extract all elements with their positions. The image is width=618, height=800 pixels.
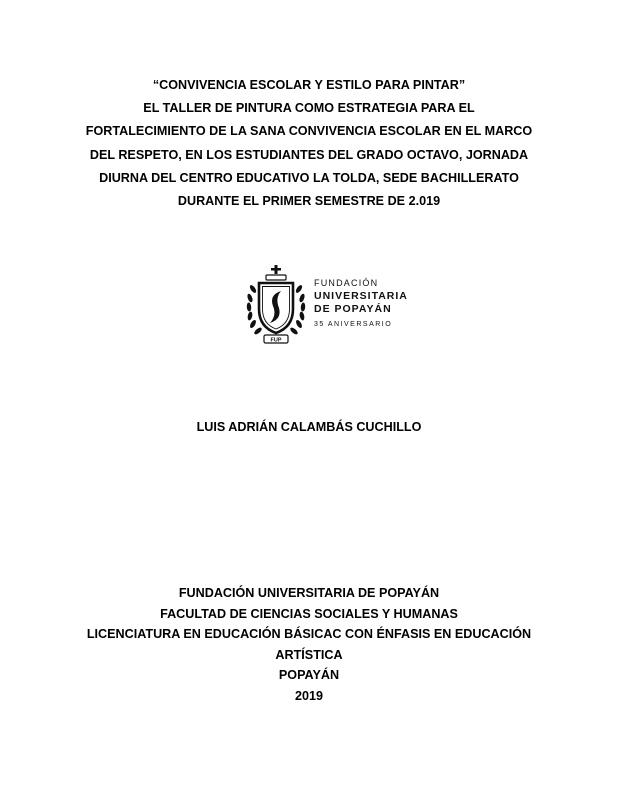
institution-block: [0, 583, 618, 707]
institution-line-2: FACULTAD DE CIENCIAS SOCIALES Y HUMANAS: [160, 606, 458, 621]
logo-line-popayan: DE POPAYÁN: [314, 303, 392, 315]
institution-line-3: LICENCIATURA EN EDUCACIÓN BÁSICAC CON ÉNFASIS EN EDUCACIÓN: [86, 627, 532, 642]
university-logo: [244, 265, 424, 345]
title-line-1: “CONVIVENCIA ESCOLAR Y ESTILO PARA PINTAR”: [152, 78, 466, 92]
logo-line-universitaria: UNIVERSITARIA: [314, 290, 408, 302]
university-crest-icon: [244, 265, 308, 345]
title-line-2: EL TALLER DE PINTURA COMO ESTRATEGIA PARA EL: [143, 101, 475, 116]
institution-line-6: 2019: [294, 688, 324, 703]
institution-line-5: POPAYÁN: [278, 668, 340, 683]
thesis-title: [0, 74, 618, 213]
logo-line-aniversario: 35 ANIVERSARIO: [314, 321, 393, 328]
title-line-6: DURANTE EL PRIMER SEMESTRE DE 2.019: [177, 194, 441, 209]
title-line-4: DEL RESPETO, EN LOS ESTUDIANTES DEL GRADO OCTAVO, JORNADA: [89, 147, 529, 162]
author-name: LUIS ADRIÁN CALAMBÁS CUCHILLO: [196, 420, 422, 434]
institution-line-1: FUNDACIÓN UNIVERSITARIA DE POPAYÁN: [178, 586, 440, 600]
logo-wordmark: [314, 277, 424, 331]
institution-line-4: ARTÍSTICA: [275, 647, 343, 662]
title-line-5: DIURNA DEL CENTRO EDUCATIVO LA TOLDA, SEDE BACHILLERATO: [99, 170, 519, 185]
title-line-3: FORTALECIMIENTO DE LA SANA CONVIVENCIA ESCOLAR EN EL MARCO: [85, 124, 533, 139]
logo-line-fundacion: FUNDACIÓN: [314, 278, 379, 288]
seal-text: FUP: [270, 337, 282, 344]
